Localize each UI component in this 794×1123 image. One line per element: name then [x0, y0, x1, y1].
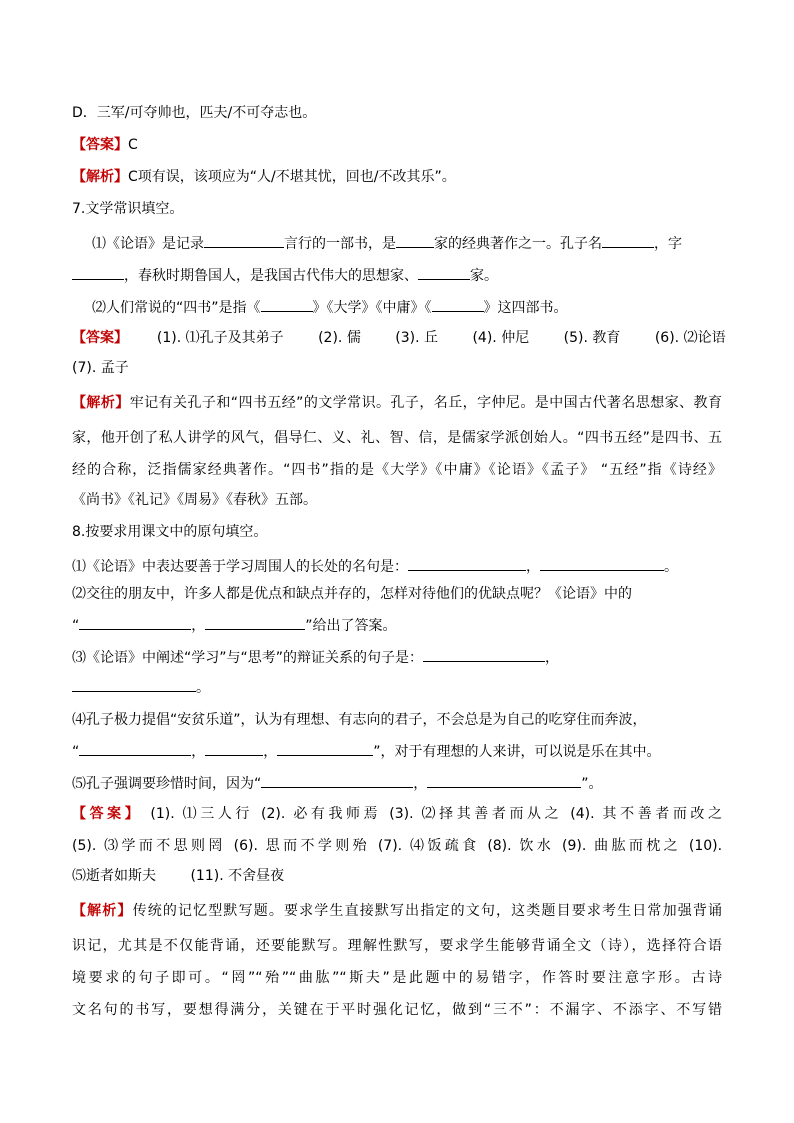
q7-answer-last: (7). 孟子: [72, 360, 129, 376]
q7-item-1-line-1: [92, 232, 682, 254]
q8-item-4-line-1: ⑷孔子极力提倡“安贫乐道”，认为有理想、有志向的君子，不会总是为自己的吃穿住而奔波，: [72, 712, 647, 728]
answer-tag: 【答案】: [72, 330, 128, 346]
text: 。: [664, 559, 678, 575]
analysis-tag: 【解析】: [72, 903, 133, 919]
answer-item: (2). 儒: [318, 330, 361, 346]
analysis-tag: 【解析】: [72, 395, 130, 411]
text: ”给出了答案。: [305, 618, 397, 634]
q8-analysis-line-3: 境要求的句子即可。“罔”“殆”“曲肱”“斯夫”是此题中的易错字，作答时要注意字形。古诗: [72, 970, 722, 986]
fill-blank[interactable]: [205, 614, 305, 630]
answer-item: (2). 必有我师焉: [261, 806, 382, 822]
q8-analysis-line-4: 文名句的书写，要想得满分，关键在于平时强化记忆，做到“三不”：不漏字、不添字、不写错: [72, 1002, 722, 1018]
analysis-text: C项有误，该项应为“人/不堪其忧，回也/不改其乐”。: [128, 169, 456, 185]
text: 家的经典著作之一。孔子名: [434, 236, 602, 252]
q8-item-4-line-2: [72, 740, 661, 762]
fill-blank[interactable]: [261, 772, 413, 788]
q8-answer-row-1: [72, 804, 722, 824]
q6-option-d: D．三军/可夺帅也，匹夫/不可夺志也。: [72, 105, 317, 121]
text: ，: [263, 744, 278, 760]
text: ，: [526, 559, 540, 575]
q8-analysis-line-1: [72, 901, 722, 921]
text: ”，对于有理想的人来讲，可以说是乐在其中。: [373, 744, 661, 760]
answer-item: (11). 不舍昼夜: [190, 868, 285, 884]
answer-item: (1). ⑴三人行: [150, 806, 253, 822]
answer-item: (1). ⑴孔子及其弟子: [156, 330, 284, 346]
fill-blank[interactable]: [408, 555, 526, 571]
answer-item: (4). 仲尼: [472, 330, 530, 346]
fill-blank[interactable]: [72, 676, 196, 692]
q8-item-1: [72, 555, 678, 577]
answer-item: (10).: [688, 838, 723, 854]
q8-item-2-line-1: ⑵交往的朋友中，许多人都是优点和缺点并存的，怎样对待他们的优缺点呢？《论语》中的: [72, 586, 632, 602]
analysis-text: 传统的记忆型默写题。要求学生直接默写出指定的文句，这类题目要求考生日常加强背诵: [132, 903, 723, 919]
q8-answer-row-2: [72, 836, 722, 856]
q8-item-2-line-2: [72, 614, 397, 636]
answer-item: (5). ⑶学而不思则罔: [72, 838, 226, 854]
fill-blank[interactable]: [72, 264, 124, 280]
text: ，: [191, 744, 206, 760]
text: 》《大学》《中庸》《: [312, 300, 432, 316]
text: ⑵人们常说的“四书”是指《: [92, 300, 261, 316]
q8-item-5: [72, 772, 603, 794]
q8-item-3-line-1: [72, 646, 559, 668]
analysis-text: 牢记有关孔子和“四书五经”的文学常识。孔子，名丘，字仲尼。是中国古代著名思想家、教育: [129, 395, 722, 411]
q8-answer-row-3: [72, 866, 314, 886]
text: 家。: [470, 268, 498, 284]
answer-tag: 【答案】: [72, 137, 128, 153]
answer-item: (4). 其不善者而改之: [570, 806, 723, 822]
answer-text: C: [128, 137, 138, 153]
text: ，字: [654, 236, 682, 252]
text: “: [72, 618, 80, 634]
q7-analysis-line-2: 家，他开创了私人讲学的风气，倡导仁、义、礼、智、信，是儒家学派创始人。“四书五经”是四书、五: [72, 430, 722, 446]
answer-item: ⑸逝者如斯夫: [72, 868, 156, 884]
q8-item-3-line-2: [72, 676, 210, 698]
text: 言行的一部书，是: [284, 236, 396, 252]
fill-blank[interactable]: [79, 740, 191, 756]
answer-tag: 【答案】: [72, 806, 143, 822]
fill-blank[interactable]: [540, 555, 664, 571]
fill-blank[interactable]: [432, 296, 484, 312]
text: ⑸孔子强调要珍惜时间，因为“: [72, 776, 262, 792]
answer-item: (7). ⑷饭疏食: [377, 838, 480, 854]
answer-item: (9). 曲肱而枕之: [562, 838, 682, 854]
text: ，春秋时期鲁国人，是我国古代伟大的思想家、: [124, 268, 418, 284]
text: ⑴《论语》是记录: [92, 236, 204, 252]
q7-title: 7.文学常识填空。: [72, 201, 184, 217]
fill-blank[interactable]: [205, 740, 263, 756]
text: ，: [191, 618, 206, 634]
fill-blank[interactable]: [396, 232, 434, 248]
answer-item: (6). ⑵论语: [654, 330, 726, 346]
text: 。: [196, 680, 210, 696]
text: ，: [413, 776, 428, 792]
fill-blank[interactable]: [427, 772, 581, 788]
fill-blank[interactable]: [423, 646, 545, 662]
answer-item: (3). 丘: [395, 330, 439, 346]
q7-analysis-line-3: 经的合称，泛指儒家经典著作。“四书”指的是《大学》《中庸》《论语》《孟子》 “五经”指《诗经》: [72, 462, 722, 478]
q8-analysis-line-2: 识记，尤其是不仅能背诵，还要能默写。理解性默写，要求学生能够背诵全文（诗），选择符合语: [72, 938, 722, 954]
text: ⑶《论语》中阐述“学习”与“思考”的辩证关系的句子是：: [72, 650, 424, 666]
fill-blank[interactable]: [261, 296, 313, 312]
text: “: [72, 744, 80, 760]
fill-blank[interactable]: [418, 264, 470, 280]
fill-blank[interactable]: [79, 614, 191, 630]
fill-blank[interactable]: [277, 740, 373, 756]
text: ”。: [581, 776, 603, 792]
q7-analysis-line-1: [72, 393, 722, 413]
answer-item: (5). 教育: [563, 330, 621, 346]
q7-item-2: [92, 296, 568, 318]
answer-item: (8). 饮水: [487, 838, 555, 854]
q7-item-1-line-2: [72, 264, 498, 286]
q8-title: 8.按要求用课文中的原句填空。: [72, 524, 268, 540]
answer-item: (6). 思而不学则殆: [233, 838, 370, 854]
q6-analysis: [72, 167, 456, 187]
text: ⑴《论语》中表达要善于学习周围人的长处的名句是：: [72, 559, 408, 575]
q7-analysis-line-4: 《尚书》《礼记》《周易》《春秋》五部。: [72, 492, 317, 508]
fill-blank[interactable]: [204, 232, 284, 248]
answer-item: (3). ⑵择其善者而从之: [389, 806, 563, 822]
text: 》这四部书。: [483, 300, 568, 316]
text: ，: [545, 650, 560, 666]
q6-answer: [72, 135, 138, 155]
fill-blank[interactable]: [602, 232, 654, 248]
analysis-tag: 【解析】: [72, 169, 128, 185]
q7-answer: [72, 328, 726, 348]
